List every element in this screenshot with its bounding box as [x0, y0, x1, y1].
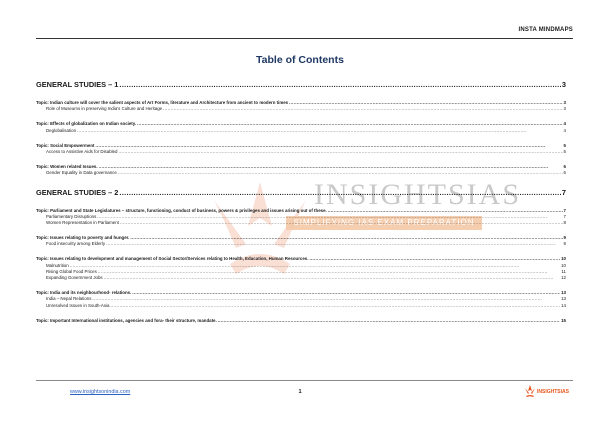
toc-entry-text: India – Nepal Relations: [46, 296, 92, 302]
toc-spacer: [36, 309, 566, 318]
dot-leader: [119, 80, 560, 89]
toc-spacer: [36, 155, 566, 164]
toc-section-entry[interactable]: [36, 188, 566, 200]
toc-entry-page: 9: [563, 241, 566, 247]
toc-title: Table of Contents: [256, 54, 344, 66]
dot-leader: [119, 188, 560, 197]
toc-entry-page: 15: [561, 317, 566, 323]
dot-leader: [118, 170, 563, 175]
watermark-brand: INSIGHTSIAS: [314, 178, 522, 211]
dot-leader: [137, 121, 562, 126]
toc-entry-page: 3: [563, 100, 566, 105]
dot-leader: [97, 214, 562, 219]
table-of-contents: [36, 80, 566, 324]
dot-leader: [119, 149, 563, 154]
dot-leader: [132, 290, 560, 295]
toc-entry-page: 14: [561, 302, 566, 308]
toc-entry-text: Topic: Parliament and State Legislatures – structure, functioning, conduct of business, powers & privileges and issues arising out of these.: [36, 207, 327, 213]
toc-entry-page: 11: [561, 268, 566, 274]
footer-website-link[interactable]: www.insightsonindia.com: [70, 389, 131, 395]
toc-entry-text: Women Representation in Parliament: [46, 219, 119, 225]
toc-entry-text: Access to Assistive Aids for Disabled: [46, 148, 118, 154]
watermark-tagline: SIMPLIFYING IAS EXAM PREPARATION: [286, 216, 482, 230]
toc-entry-page: 4: [563, 127, 566, 133]
dot-leader: [130, 235, 562, 240]
toc-entry-text: Food insecurity among Elderly: [46, 241, 106, 247]
dot-leader: [289, 100, 562, 105]
toc-entry-page: 10: [561, 262, 566, 268]
insightsias-logo-icon: [524, 384, 570, 400]
dot-leader: [110, 303, 560, 308]
toc-entry-page: 13: [561, 296, 566, 302]
dot-leader: [218, 318, 560, 323]
toc-spacer: [36, 177, 566, 188]
dot-leader: [99, 164, 563, 169]
toc-entry-text: Topic: Social Empowerment: [36, 142, 95, 148]
toc-entry-text: Deglobalisation: [46, 127, 77, 133]
dot-leader: [309, 256, 560, 261]
toc-entry-page: 3: [563, 106, 566, 112]
dot-leader: [106, 241, 562, 246]
toc-entry-text: Topic: Women related Issues.: [36, 164, 98, 170]
page-number: 1: [298, 389, 302, 395]
dot-leader: [163, 106, 562, 111]
toc-spacer: [36, 247, 566, 256]
footer-divider: [36, 380, 573, 381]
toc-entry-page: 12: [561, 275, 566, 280]
dot-leader: [328, 208, 563, 213]
toc-entry-text: Topic: Effects of globalization on Indian society.: [36, 121, 137, 127]
dot-leader: [77, 128, 563, 133]
dot-leader: [95, 143, 562, 148]
toc-entry-page: 9: [563, 235, 566, 241]
toc-entry-page: 8: [563, 219, 566, 225]
toc-entry-page: 7: [563, 207, 566, 213]
toc-entry-text: Role of Museums in preserving India’s Culture and Heritage: [46, 106, 163, 112]
toc-entry-text: Topic: Important International institutions, agencies and fora- their structure, mandate.: [36, 317, 217, 323]
toc-entry-page: 7: [563, 213, 566, 219]
toc-entry-text: Unresolved Issues in South-Asia: [46, 302, 110, 308]
toc-spacer: [36, 134, 566, 143]
toc-entry-page: 6: [563, 170, 566, 176]
dot-leader: [98, 269, 561, 274]
dot-leader: [120, 220, 563, 225]
toc-entry-text: Rising Global Food Prices: [46, 268, 97, 274]
toc-entry-page: 7: [561, 187, 566, 197]
toc-entry-text: Malnutrition: [46, 262, 69, 268]
toc-entry-page: 10: [561, 256, 566, 262]
toc-topic-entry[interactable]: [36, 318, 566, 324]
toc-spacer: [36, 281, 566, 290]
header-title: INSTA MINDMAPS: [518, 27, 573, 33]
dot-leader: [92, 296, 560, 301]
toc-entry-text: GENERAL STUDIES – 1: [36, 80, 119, 89]
dot-leader: [70, 263, 560, 268]
header-divider: [36, 38, 573, 39]
toc-entry-text: Parliamentary Disruptions: [46, 213, 97, 219]
dot-leader: [104, 275, 560, 280]
footer-logo-text: INSIGHTSIAS: [537, 389, 569, 395]
toc-entry-text: Topic: India and its neighbourhood- relations.: [36, 290, 132, 296]
toc-entry-page: 4: [563, 121, 566, 127]
toc-spacer: [36, 112, 566, 121]
toc-entry-page: 5: [563, 148, 566, 154]
toc-entry-text: Topic: Indian culture will cover the salient aspects of Art Forms, literature and Architecture from ancient to modern times: [36, 100, 289, 105]
toc-section-entry[interactable]: [36, 80, 566, 92]
toc-entry-page: 6: [563, 164, 566, 170]
toc-entry-text: Gender Equality in Data governance: [46, 170, 117, 176]
toc-spacer: [36, 226, 566, 235]
toc-entry-text: Expanding Government Jobs: [46, 275, 103, 280]
toc-entry-text: GENERAL STUDIES – 2: [36, 187, 119, 197]
toc-entry-page: 5: [563, 142, 566, 148]
toc-entry-text: Topic: Issues relating to poverty and hunger.: [36, 235, 130, 241]
toc-entry-page: 3: [561, 80, 566, 89]
toc-entry-page: 13: [561, 290, 566, 296]
toc-entry-text: Topic: Issues relating to development and management of Social Sector/Services relating to Health, Education, Human Resources.: [36, 256, 309, 262]
